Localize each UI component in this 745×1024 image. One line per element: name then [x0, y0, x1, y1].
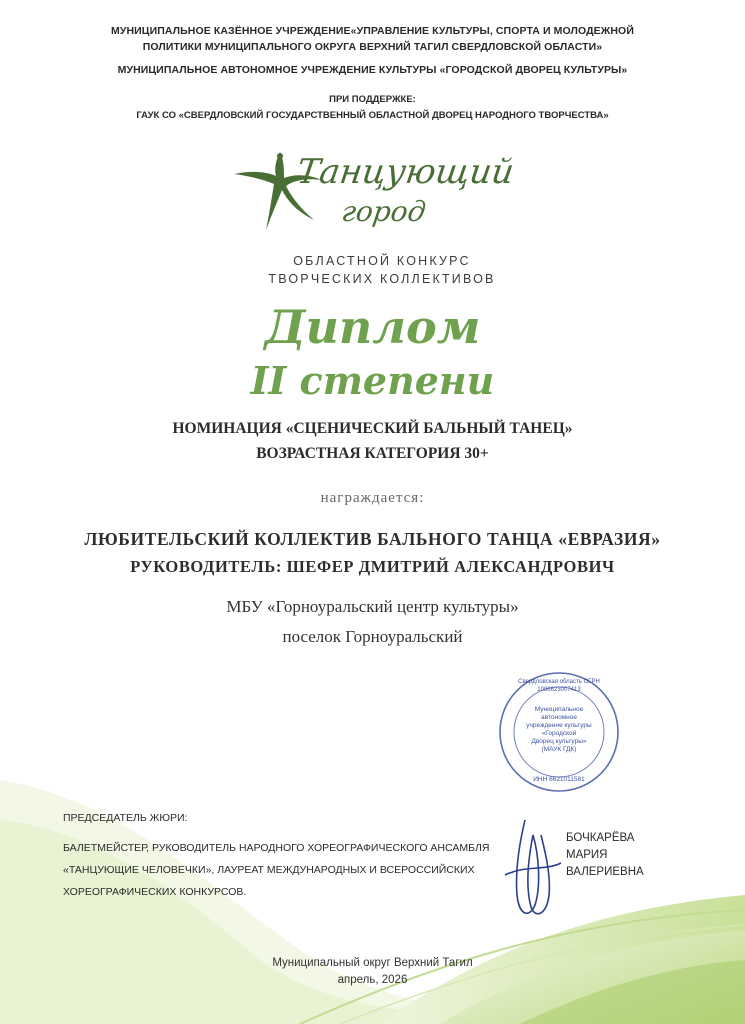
footer-place: Муниципальный округ Верхний Тагил [272, 957, 473, 969]
header-line-3: МУНИЦИПАЛЬНОЕ АВТОНОМНОЕ УЧРЕЖДЕНИЕ КУЛЬТУРЫ «ГОРОДСКОЙ ДВОРЕЦ КУЛЬТУРЫ» [117, 64, 628, 76]
official-stamp [497, 670, 622, 795]
jury-desc-line-3: ХОРЕОГРАФИЧЕСКИХ КОНКУРСОВ. [63, 886, 247, 898]
diploma-title: Диплом [264, 300, 481, 354]
logo-title-line-1: Танцующий [294, 152, 517, 192]
signature-icon [495, 815, 565, 925]
jury-patronymic: ВАЛЕРИЕВНА [566, 866, 644, 878]
stamp-inner-line-5: Дворец культуры» [531, 738, 587, 745]
stamp-inner-line-3: учреждение культуры [526, 722, 592, 729]
contest-logo [222, 150, 522, 295]
support-org: ГАУК СО «СВЕРДЛОВСКИЙ ГОСУДАРСТВЕННЫЙ ОБЛАСТНОЙ ДВОРЕЦ НАРОДНОГО ТВОРЧЕСТВА» [136, 110, 609, 121]
support-label: ПРИ ПОДДЕРЖКЕ: [329, 94, 416, 105]
recipient-institution: МБУ «Горноуральский центр культуры» [226, 597, 519, 616]
stamp-inner-line-1: Муниципальное [534, 706, 584, 713]
stamp-outer-text: Свердловская область ОГРН 1096623007413 [518, 679, 600, 693]
stamp-inner-line-4: «Городской [541, 730, 577, 737]
recipient-locality: поселок Горноуральский [282, 627, 463, 646]
recipient-collective: ЛЮБИТЕЛЬСКИЙ КОЛЛЕКТИВ БАЛЬНОГО ТАНЦА «ЕВРАЗИЯ» [84, 529, 661, 549]
jury-desc-line-2: «ТАНЦУЮЩИЕ ЧЕЛОВЕЧКИ», ЛАУРЕАТ МЕЖДУНАРОДНЫХ И ВСЕРОССИЙСКИХ [63, 864, 475, 876]
awarded-label: награждается: [320, 490, 425, 506]
jury-label: ПРЕДСЕДАТЕЛЬ ЖЮРИ: [63, 812, 188, 824]
stamp-inner-line-6: (МАУК ГДК) [541, 746, 577, 753]
logo-subtitle-line-1: ОБЛАСТНОЙ КОНКУРС [293, 254, 471, 268]
stamp-inn: ИНН 6621011581 [533, 776, 585, 783]
jury-chair-name [566, 830, 644, 881]
stamp-inner-line-2: автономное [541, 714, 577, 721]
header-line-2: ПОЛИТИКИ МУНИЦИПАЛЬНОГО ОКРУГА ВЕРХНИЙ ТАГИЛ СВЕРДЛОВСКОЙ ОБЛАСТИ» [142, 41, 603, 53]
jury-first-name: МАРИЯ [566, 849, 608, 861]
jury-surname: БОЧКАРЁВА [566, 832, 635, 844]
diploma-degree: II степени [250, 358, 495, 403]
jury-desc-line-1: БАЛЕТМЕЙСТЕР, РУКОВОДИТЕЛЬ НАРОДНОГО ХОРЕОГРАФИЧЕСКОГО АНСАМБЛЯ [63, 842, 490, 854]
footer-date: апрель, 2026 [337, 974, 408, 986]
header-line-1: МУНИЦИПАЛЬНОЕ КАЗЁННОЕ УЧРЕЖДЕНИЕ«УПРАВЛЕНИЕ КУЛЬТУРЫ, СПОРТА И МОЛОДЕЖНОЙ [111, 25, 634, 37]
logo-title-line-2: город [339, 195, 428, 228]
recipient-leader: РУКОВОДИТЕЛЬ: ШЕФЕР ДМИТРИЙ АЛЕКСАНДРОВИЧ [130, 557, 615, 576]
logo-subtitle-line-2: ТВОРЧЕСКИХ КОЛЛЕКТИВОВ [268, 272, 496, 286]
nomination-line: НОМИНАЦИЯ «СЦЕНИЧЕСКИЙ БАЛЬНЫЙ ТАНЕЦ» [172, 420, 573, 437]
age-category: ВОЗРАСТНАЯ КАТЕГОРИЯ 30+ [256, 445, 489, 462]
